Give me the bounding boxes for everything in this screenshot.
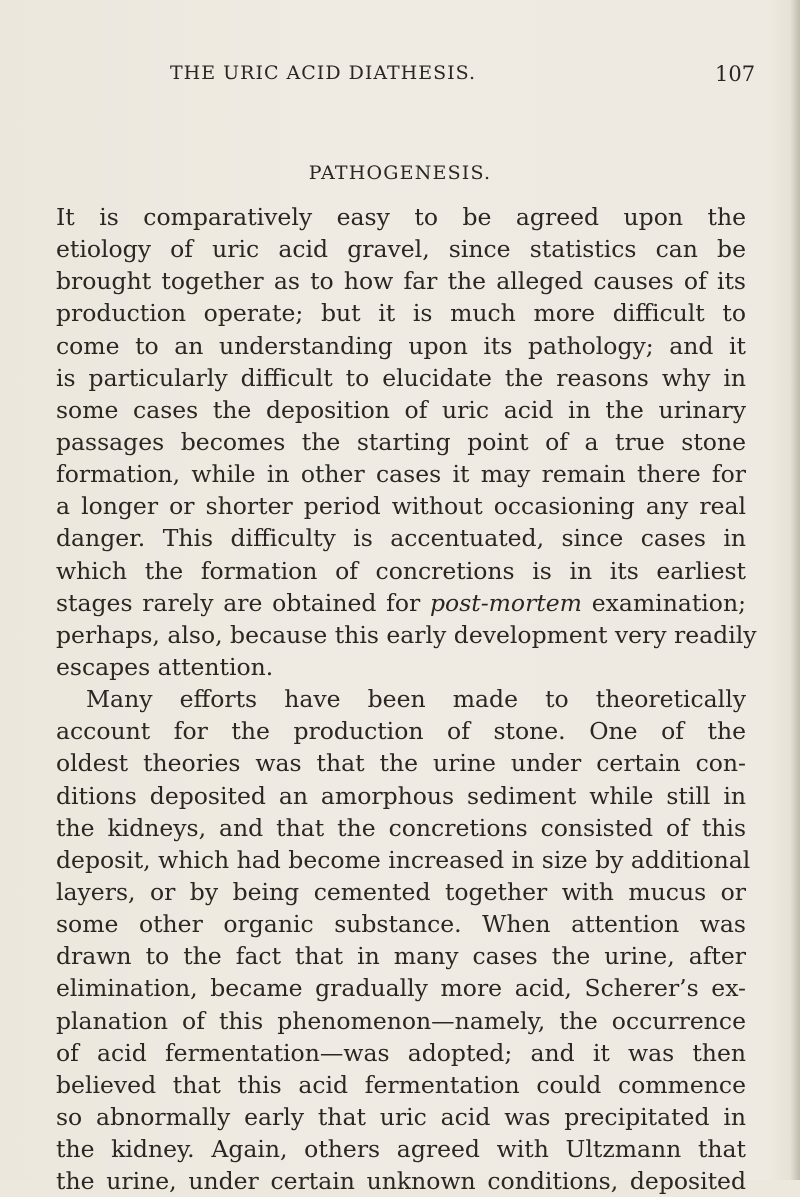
text-line: account for the production of stone. One of the (56, 717, 746, 746)
text-segment: stages rarely are obtained for (56, 588, 431, 617)
running-title: THE URIC ACID DIATHESIS. (170, 62, 477, 84)
text-line: brought together as to how far the alleged causes of its (56, 267, 746, 296)
text-line: etiology of uric acid gravel, since statistics can be (56, 235, 746, 264)
text-line: escapes attention. (56, 652, 274, 681)
text-line: a longer or shorter period without occasioning any real (56, 492, 746, 521)
text-line: oldest theories was that the urine under certain con- (56, 749, 746, 778)
text-line: the kidneys, and that the concretions consisted of this (56, 813, 746, 842)
text-line: danger. This difficulty is accentuated, since cases in (56, 524, 746, 553)
text-line: layers, or by being cemented together with mucus or (56, 877, 746, 906)
text-segment: examination; (581, 588, 746, 617)
text-line: the urine, under certain unknown conditions, deposited (56, 1167, 746, 1196)
running-head (0, 62, 800, 92)
text-line (56, 587, 746, 619)
text-line: formation, while in other cases it may remain there for (56, 460, 746, 489)
text-line: Many efforts have been made to theoretically (86, 685, 746, 714)
text-line: perhaps, also, because this early development very readily (56, 620, 757, 649)
text-line: some cases the deposition of uric acid in the urinary (56, 395, 746, 424)
text-line: come to an understanding upon its pathology; and it (56, 331, 746, 360)
text-line: drawn to the fact that in many cases the urine, after (56, 942, 746, 971)
text-line: passages becomes the starting point of a true stone (56, 427, 746, 456)
body-text (56, 201, 757, 1197)
text-line: the kidney. Again, others agreed with Ultzmann that (56, 1135, 746, 1164)
text-line: believed that this acid fermentation could commence (56, 1070, 746, 1099)
section-heading: PATHOGENESIS. (308, 162, 492, 184)
text-line: deposit, which had become increased in size by additional (56, 845, 751, 874)
text-line: production operate; but it is much more difficult to (56, 299, 746, 328)
text-line: so abnormally early that uric acid was precipitated in (56, 1102, 746, 1131)
text-line: planation of this phenomenon—namely, the occurrence (56, 1006, 746, 1035)
page-edge-shadow (790, 0, 800, 1180)
text-line: which the formation of concretions is in its earliest (56, 556, 746, 585)
text-line: some other organic substance. When attention was (56, 910, 746, 939)
page-number: 107 (715, 62, 756, 86)
text-line: ditions deposited an amorphous sediment while still in (56, 781, 746, 810)
text-line: of acid fermentation—was adopted; and it was then (56, 1038, 746, 1067)
text-line: elimination, became gradually more acid, Scherer’s ex- (56, 974, 746, 1003)
text-line: is particularly difficult to elucidate the reasons why in (56, 363, 746, 392)
text-line: It is comparatively easy to be agreed upon the (56, 203, 746, 231)
italic-term: post-mortem (430, 588, 582, 617)
